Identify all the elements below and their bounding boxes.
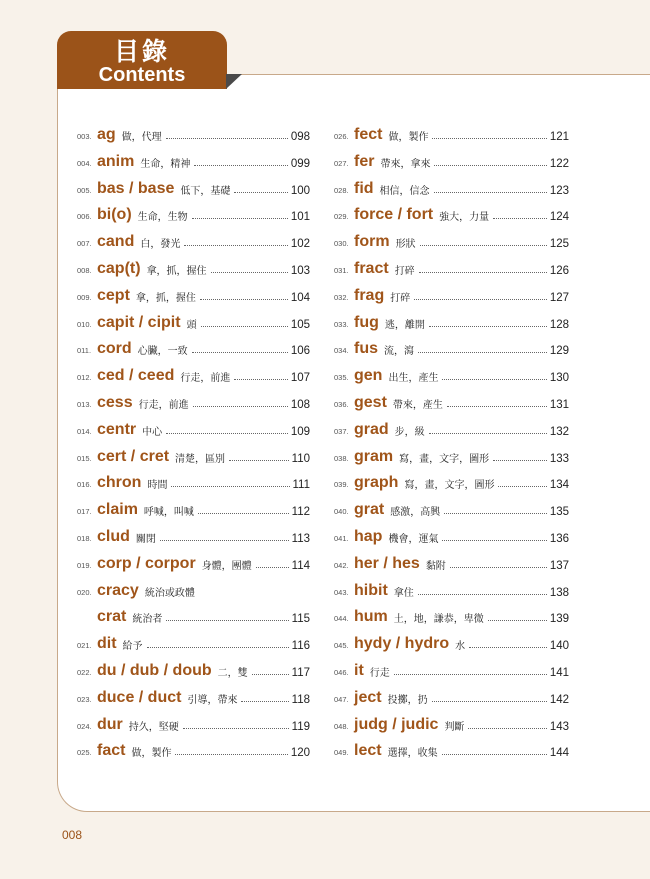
dot-leader bbox=[434, 192, 547, 193]
toc-entry[interactable] bbox=[77, 519, 310, 546]
entry-page: 101 bbox=[290, 211, 310, 224]
entry-root: cord bbox=[97, 340, 132, 358]
dot-leader bbox=[192, 218, 288, 219]
toc-entry[interactable] bbox=[77, 680, 310, 707]
entry-meaning: 步，級 bbox=[394, 426, 425, 438]
entry-meaning: 行走，前進 bbox=[180, 373, 231, 385]
toc-entry[interactable] bbox=[77, 305, 310, 332]
entry-root: gen bbox=[354, 367, 383, 385]
toc-entry[interactable] bbox=[334, 278, 569, 305]
entry-meaning: 做，代理 bbox=[121, 132, 162, 143]
dot-leader bbox=[488, 620, 547, 621]
dot-leader bbox=[447, 406, 547, 407]
entry-meaning: 機會，運氣 bbox=[388, 533, 439, 545]
entry-page: 108 bbox=[290, 398, 310, 411]
entry-meaning: 行走 bbox=[369, 667, 390, 679]
entry-page: 131 bbox=[549, 398, 569, 411]
entry-number: 034. bbox=[334, 346, 349, 356]
toc-entry[interactable] bbox=[77, 734, 310, 761]
entry-page: 132 bbox=[549, 425, 569, 438]
toc-entry[interactable] bbox=[334, 519, 569, 546]
toc-entry[interactable] bbox=[77, 492, 310, 519]
toc-entry[interactable] bbox=[77, 653, 310, 680]
entry-page: 117 bbox=[291, 666, 310, 679]
entry-meaning: 寫，畫，文字，圖形 bbox=[399, 453, 490, 465]
entry-page: 122 bbox=[549, 157, 569, 170]
entry-root: fect bbox=[354, 126, 383, 143]
dot-leader bbox=[171, 486, 289, 487]
entry-page: 127 bbox=[549, 291, 569, 304]
toc-entry[interactable] bbox=[77, 439, 310, 466]
toc-entry[interactable] bbox=[334, 600, 569, 627]
dot-leader bbox=[147, 647, 289, 648]
entry-root: cess bbox=[97, 393, 133, 411]
tab-notch bbox=[226, 74, 242, 89]
entry-root: hap bbox=[354, 527, 383, 545]
contents-tab bbox=[57, 31, 227, 89]
toc-entry[interactable] bbox=[334, 412, 569, 439]
entry-root: fug bbox=[354, 313, 379, 331]
dot-leader bbox=[394, 674, 547, 675]
toc-entry[interactable] bbox=[334, 305, 569, 332]
toc-entry[interactable] bbox=[334, 251, 569, 278]
entry-number: 029. bbox=[334, 212, 349, 222]
entry-page: 138 bbox=[549, 586, 569, 599]
toc-entry[interactable] bbox=[77, 251, 310, 278]
toc-entry[interactable] bbox=[334, 573, 569, 600]
entry-number: 024. bbox=[77, 721, 92, 731]
entry-root: clud bbox=[97, 527, 130, 545]
dot-leader bbox=[434, 165, 546, 166]
toc-entry[interactable] bbox=[77, 626, 310, 653]
toc-entry[interactable] bbox=[334, 332, 569, 359]
entry-root: fer bbox=[354, 152, 375, 170]
entry-number: 048. bbox=[334, 721, 349, 731]
entry-root: cand bbox=[97, 233, 135, 251]
entry-meaning: 水 bbox=[455, 641, 466, 653]
entry-root: ced / ceed bbox=[97, 367, 175, 385]
entry-root: cracy bbox=[97, 581, 139, 599]
dot-leader bbox=[418, 352, 547, 353]
entry-root: capit / cipit bbox=[97, 313, 181, 331]
entry-page: 125 bbox=[549, 238, 569, 251]
dot-leader bbox=[419, 272, 547, 273]
toc-entry[interactable] bbox=[77, 600, 310, 627]
dot-leader bbox=[175, 754, 287, 755]
entry-root: claim bbox=[97, 501, 138, 519]
dot-leader bbox=[420, 245, 547, 246]
entry-number: 036. bbox=[334, 399, 349, 409]
toc-entry[interactable] bbox=[334, 385, 569, 412]
entry-meaning: 身體，團體 bbox=[201, 560, 252, 572]
entry-number: 027. bbox=[334, 158, 349, 168]
entry-root: form bbox=[354, 233, 390, 251]
entry-root: fract bbox=[354, 259, 389, 277]
dot-leader bbox=[166, 433, 288, 434]
entry-root: centr bbox=[97, 420, 137, 438]
entry-root: hydy / hydro bbox=[354, 635, 450, 653]
entry-root: her / hes bbox=[354, 554, 420, 572]
entry-root: anim bbox=[97, 152, 135, 170]
dot-leader bbox=[469, 647, 547, 648]
dot-leader bbox=[234, 192, 287, 193]
entry-number: 009. bbox=[77, 292, 92, 302]
entry-page: 140 bbox=[549, 640, 569, 653]
entry-root: lect bbox=[354, 742, 382, 760]
entry-meaning: 選擇，收集 bbox=[387, 748, 438, 760]
entry-number: 006. bbox=[77, 212, 92, 222]
entry-meaning: 清楚，區別 bbox=[175, 453, 226, 465]
entry-number: 015. bbox=[77, 453, 92, 463]
entry-number: 008. bbox=[77, 265, 92, 275]
entry-meaning: 強大，力量 bbox=[439, 212, 490, 224]
entry-root: dit bbox=[97, 635, 117, 653]
entry-root: judg / judic bbox=[354, 715, 439, 733]
entry-meaning: 二，雙 bbox=[217, 667, 248, 679]
dot-leader bbox=[166, 138, 288, 139]
entry-page: 133 bbox=[549, 452, 569, 465]
entry-root: duce / duct bbox=[97, 688, 182, 706]
entry-page: 124 bbox=[549, 211, 569, 224]
entry-number: 042. bbox=[334, 560, 349, 570]
page-number: 008 bbox=[62, 828, 83, 842]
entry-number: 026. bbox=[334, 132, 349, 141]
entry-page: 107 bbox=[290, 372, 310, 385]
entry-meaning: 帶來，產生 bbox=[392, 399, 443, 411]
entry-root: corp / corpor bbox=[97, 554, 196, 572]
entry-meaning: 統治者 bbox=[132, 614, 163, 626]
toc-entry[interactable] bbox=[334, 707, 569, 734]
toc-entry[interactable] bbox=[77, 198, 310, 225]
entry-number: 003. bbox=[77, 132, 92, 141]
entry-meaning: 打碎 bbox=[394, 265, 415, 277]
entry-root: bi(o) bbox=[97, 206, 132, 224]
entry-page: 137 bbox=[549, 559, 569, 572]
entry-number: 045. bbox=[334, 641, 349, 651]
entry-number: 030. bbox=[334, 239, 349, 249]
entry-number: 018. bbox=[77, 533, 92, 543]
entry-number: 040. bbox=[334, 507, 349, 517]
dot-leader bbox=[234, 379, 287, 380]
dot-leader bbox=[252, 674, 289, 675]
entry-meaning: 白，發光 bbox=[140, 239, 181, 251]
toc-entry[interactable] bbox=[77, 573, 310, 600]
entry-number: 014. bbox=[77, 426, 92, 436]
entry-page: 110 bbox=[291, 452, 310, 465]
entry-page: 141 bbox=[549, 666, 569, 679]
dot-leader bbox=[160, 540, 289, 541]
entry-page: 098 bbox=[290, 131, 310, 143]
toc-entry[interactable] bbox=[334, 546, 569, 573]
dot-leader bbox=[201, 326, 288, 327]
entry-number: 049. bbox=[334, 748, 349, 758]
dot-leader bbox=[198, 513, 289, 514]
entry-page: 114 bbox=[291, 559, 310, 572]
entry-root: gest bbox=[354, 393, 387, 411]
entry-page: 115 bbox=[291, 613, 310, 626]
toc-entry[interactable] bbox=[77, 707, 310, 734]
entry-number: 046. bbox=[334, 667, 349, 677]
entry-root: bas / base bbox=[97, 179, 175, 197]
entry-page: 130 bbox=[549, 372, 569, 385]
toc-entry[interactable] bbox=[334, 224, 569, 251]
entry-number: 031. bbox=[334, 265, 349, 275]
entry-number: 010. bbox=[77, 319, 92, 329]
entry-meaning: 生命，生物 bbox=[137, 212, 188, 224]
dot-leader bbox=[498, 486, 546, 487]
entry-root: fus bbox=[354, 340, 378, 358]
entry-root: fid bbox=[354, 179, 374, 197]
toc-entry[interactable] bbox=[77, 224, 310, 251]
entry-number: 013. bbox=[77, 399, 92, 409]
entry-root: dur bbox=[97, 715, 123, 733]
dot-leader bbox=[442, 379, 546, 380]
entry-page: 118 bbox=[291, 693, 310, 706]
entry-page: 104 bbox=[290, 291, 310, 304]
entry-meaning: 低下，基礎 bbox=[180, 185, 231, 197]
entry-meaning: 生命，精神 bbox=[140, 158, 191, 170]
entry-number: 033. bbox=[334, 319, 349, 329]
entry-page: 102 bbox=[290, 238, 310, 251]
toc-entry[interactable] bbox=[334, 358, 569, 385]
dot-leader bbox=[166, 620, 288, 621]
entry-meaning: 形狀 bbox=[395, 239, 416, 251]
entry-number: 020. bbox=[77, 587, 92, 597]
entry-meaning: 土，地，謙恭，卑微 bbox=[393, 614, 484, 626]
entry-meaning: 引導，帶來 bbox=[187, 694, 238, 706]
entry-page: 136 bbox=[549, 532, 569, 545]
entry-root: cap(t) bbox=[97, 259, 141, 277]
entry-page: 109 bbox=[290, 425, 310, 438]
entry-meaning: 帶來，拿來 bbox=[380, 158, 431, 170]
dot-leader bbox=[429, 326, 547, 327]
entry-number: 044. bbox=[334, 614, 349, 624]
entry-page: 142 bbox=[549, 693, 569, 706]
toc-entry[interactable] bbox=[77, 385, 310, 412]
entry-number: 022. bbox=[77, 667, 92, 677]
dot-leader bbox=[450, 567, 547, 568]
entry-root: crat bbox=[97, 608, 127, 626]
entry-page: 111 bbox=[292, 479, 310, 492]
entry-root: fact bbox=[97, 742, 126, 760]
entry-meaning: 持久，堅硬 bbox=[128, 721, 179, 733]
entry-page: 120 bbox=[290, 747, 310, 760]
entry-page: 106 bbox=[290, 345, 310, 358]
entry-root: hibit bbox=[354, 581, 388, 599]
entry-meaning: 做，製作 bbox=[388, 132, 429, 143]
entry-page: 139 bbox=[549, 613, 569, 626]
dot-leader bbox=[414, 299, 547, 300]
dot-leader bbox=[493, 460, 547, 461]
entry-meaning: 關閉 bbox=[135, 533, 156, 545]
entry-number: 011. bbox=[77, 346, 92, 356]
entry-number: 005. bbox=[77, 185, 92, 195]
entry-number: 012. bbox=[77, 373, 92, 383]
dot-leader bbox=[429, 433, 547, 434]
entry-meaning: 中心 bbox=[142, 426, 163, 438]
entry-page: 105 bbox=[290, 318, 310, 331]
entry-number: 043. bbox=[334, 587, 349, 597]
entry-page: 135 bbox=[549, 506, 569, 519]
entry-number: 037. bbox=[334, 426, 349, 436]
entry-meaning: 拿，抓，握住 bbox=[135, 292, 196, 304]
entry-page: 116 bbox=[291, 640, 310, 653]
entry-meaning: 時間 bbox=[147, 480, 168, 492]
entry-root: force / fort bbox=[354, 206, 434, 224]
entry-meaning: 頭 bbox=[186, 319, 197, 331]
entry-meaning: 流，瀉 bbox=[384, 346, 414, 358]
entry-meaning: 打碎 bbox=[390, 292, 411, 304]
toc-entry[interactable] bbox=[77, 358, 310, 385]
toc-entry[interactable] bbox=[77, 466, 310, 493]
entry-meaning: 心臟，一致 bbox=[137, 346, 188, 358]
entry-page: 144 bbox=[549, 747, 569, 760]
entry-meaning: 做，製作 bbox=[131, 748, 172, 760]
entry-root: grat bbox=[354, 501, 385, 519]
toc-entry[interactable] bbox=[334, 198, 569, 225]
entry-page: 103 bbox=[290, 264, 310, 277]
toc-entry[interactable] bbox=[77, 546, 310, 573]
dot-leader bbox=[192, 352, 288, 353]
entry-number: 016. bbox=[77, 480, 92, 490]
entry-meaning: 感激，高興 bbox=[390, 507, 441, 519]
dot-leader bbox=[493, 218, 547, 219]
entry-number: 025. bbox=[77, 748, 92, 758]
entry-number: 017. bbox=[77, 507, 92, 517]
dot-leader bbox=[432, 138, 546, 139]
entry-meaning: 判斷 bbox=[444, 721, 465, 733]
entry-root: grad bbox=[354, 420, 389, 438]
right-column bbox=[334, 122, 569, 760]
dot-leader bbox=[442, 754, 547, 755]
entry-meaning: 行走，前進 bbox=[138, 399, 189, 411]
title-en: Contents bbox=[98, 64, 186, 86]
dot-leader bbox=[442, 540, 546, 541]
entry-root: du / dub / doub bbox=[97, 661, 212, 679]
entry-meaning: 寫，畫，文字，圖形 bbox=[404, 480, 495, 492]
entry-number: 023. bbox=[77, 694, 92, 704]
entry-number: 032. bbox=[334, 292, 349, 302]
entry-number: 041. bbox=[334, 533, 349, 543]
entry-page: 134 bbox=[549, 479, 569, 492]
dot-leader bbox=[468, 728, 546, 729]
title-zh: 目錄 bbox=[113, 37, 170, 66]
toc-entry[interactable] bbox=[334, 492, 569, 519]
entry-meaning: 拿，抓，握住 bbox=[146, 265, 207, 277]
entry-page: 123 bbox=[549, 184, 569, 197]
entry-meaning: 黏附 bbox=[425, 560, 446, 572]
entry-meaning: 拿住 bbox=[393, 587, 414, 599]
entry-page: 099 bbox=[290, 157, 310, 170]
toc-entry[interactable] bbox=[77, 278, 310, 305]
toc-entry[interactable] bbox=[77, 122, 310, 144]
entry-meaning: 呼喊，叫喊 bbox=[143, 507, 194, 519]
toc-entry[interactable] bbox=[77, 412, 310, 439]
entry-meaning: 逃，離開 bbox=[384, 319, 425, 331]
dot-leader bbox=[241, 701, 288, 702]
entry-meaning: 出生，產生 bbox=[388, 373, 439, 385]
entry-root: graph bbox=[354, 474, 399, 492]
entry-page: 128 bbox=[549, 318, 569, 331]
toc-entry[interactable] bbox=[334, 466, 569, 493]
toc-entry[interactable] bbox=[334, 626, 569, 653]
entry-number: 028. bbox=[334, 185, 349, 195]
dot-leader bbox=[194, 165, 287, 166]
toc-entry[interactable] bbox=[334, 680, 569, 707]
entry-root: frag bbox=[354, 286, 385, 304]
dot-leader bbox=[183, 728, 289, 729]
entry-root: cept bbox=[97, 286, 130, 304]
entry-page: 113 bbox=[291, 532, 310, 545]
entry-root: gram bbox=[354, 447, 394, 465]
dot-leader bbox=[184, 245, 287, 246]
dot-leader bbox=[444, 513, 547, 514]
dot-leader bbox=[229, 460, 289, 461]
entry-meaning: 給予 bbox=[122, 641, 143, 653]
entry-page: 119 bbox=[291, 720, 310, 733]
dot-leader bbox=[432, 701, 547, 702]
entry-number: 019. bbox=[77, 560, 92, 570]
toc-entry[interactable] bbox=[77, 171, 310, 198]
entry-page: 121 bbox=[549, 131, 569, 143]
entry-number: 038. bbox=[334, 453, 349, 463]
dot-leader bbox=[211, 272, 288, 273]
left-column bbox=[77, 122, 310, 760]
entry-root: chron bbox=[97, 474, 142, 492]
toc-entry[interactable] bbox=[77, 144, 310, 171]
entry-number: 047. bbox=[334, 694, 349, 704]
toc-entry[interactable] bbox=[334, 734, 569, 761]
entry-root: ject bbox=[354, 688, 382, 706]
entry-number: 004. bbox=[77, 158, 92, 168]
entry-root: cert / cret bbox=[97, 447, 170, 465]
entry-number: 035. bbox=[334, 373, 349, 383]
toc-entry[interactable] bbox=[334, 653, 569, 680]
toc-entry[interactable] bbox=[334, 171, 569, 198]
toc-entry[interactable] bbox=[334, 144, 569, 171]
dot-leader bbox=[418, 594, 547, 595]
entry-meaning: 統治或政體 bbox=[144, 587, 195, 599]
entry-page: 112 bbox=[291, 506, 310, 519]
toc-entry[interactable] bbox=[334, 439, 569, 466]
entry-root: it bbox=[354, 661, 364, 679]
entry-meaning: 投擲，扔 bbox=[387, 694, 428, 706]
entry-number: 021. bbox=[77, 641, 92, 651]
entry-meaning: 相信，信念 bbox=[379, 185, 430, 197]
dot-leader bbox=[193, 406, 288, 407]
toc-entry[interactable] bbox=[334, 122, 569, 144]
entry-number: 039. bbox=[334, 480, 349, 490]
entry-root: ag bbox=[97, 126, 116, 143]
entry-root: hum bbox=[354, 608, 388, 626]
entry-page: 100 bbox=[290, 184, 310, 197]
toc-entry[interactable] bbox=[77, 332, 310, 359]
entry-number: 007. bbox=[77, 239, 92, 249]
dot-leader bbox=[200, 299, 288, 300]
dot-leader bbox=[256, 567, 289, 568]
entry-page: 126 bbox=[549, 264, 569, 277]
entry-page: 143 bbox=[549, 720, 569, 733]
entry-page: 129 bbox=[549, 345, 569, 358]
